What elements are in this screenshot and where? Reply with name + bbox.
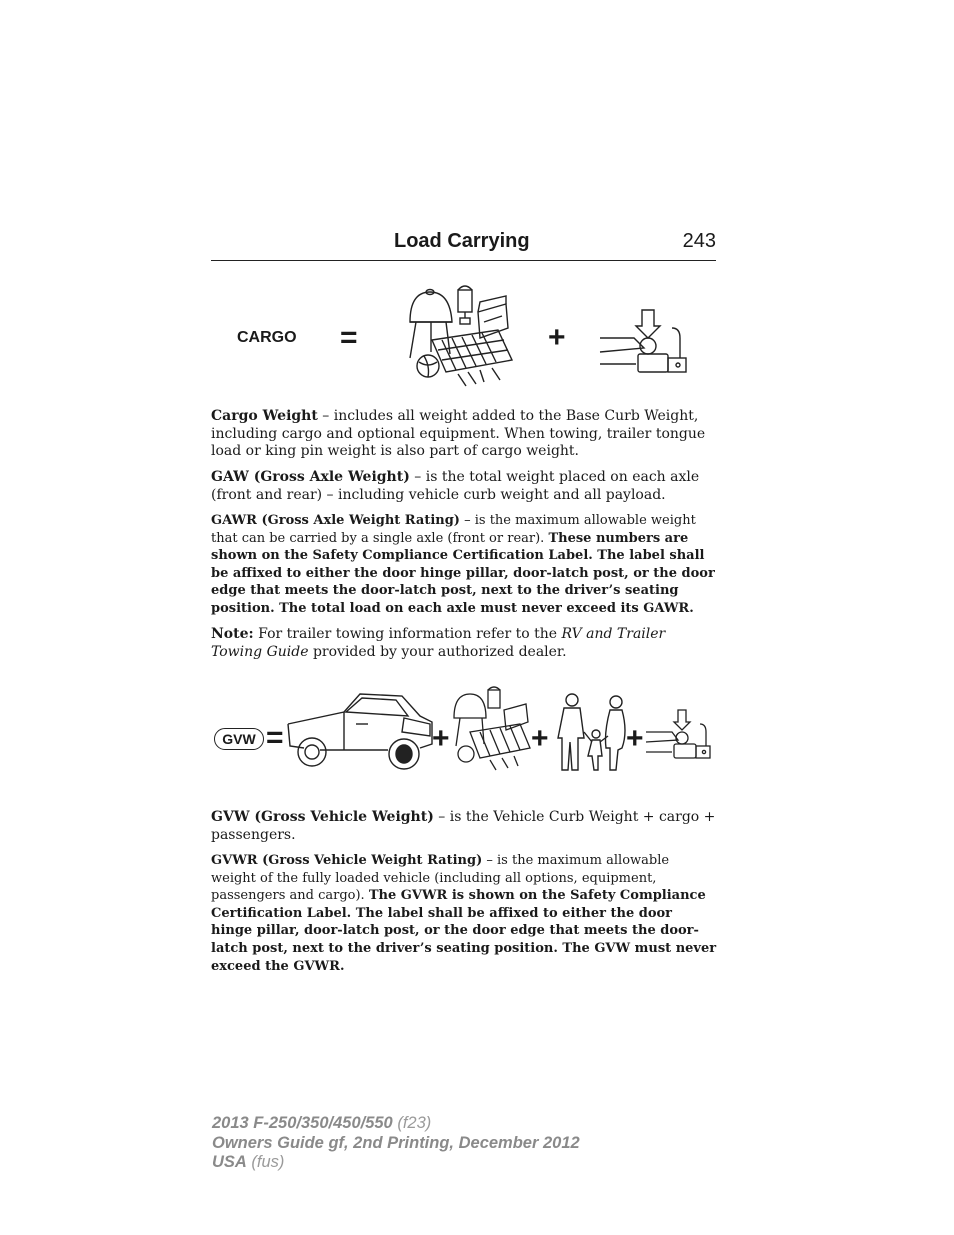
gvw-plus-sign-3: +: [626, 722, 644, 755]
gvw-badge: GVW: [214, 728, 264, 750]
equals-sign: =: [340, 321, 358, 354]
cargo-weight-term: Cargo Weight: [211, 408, 318, 424]
cargo-weight-text: – includes all weight added to the Base Curb Weight, including cargo and optional equipment. When towing, trailer tongue load or king pin weight is also part of cargo weight.: [211, 408, 706, 460]
cargo-items-illustration: [402, 282, 520, 390]
document-footer: [212, 1114, 580, 1173]
footer-edition: Owners Guide gf, 2nd Printing, December 2012: [212, 1133, 580, 1152]
cargo-label: CARGO: [237, 329, 297, 346]
guide-title: RV and Trailer Towing Guide: [211, 626, 666, 660]
gvw-cargo-items-illustration: [450, 686, 532, 772]
gvw-hitch-illustration: [644, 708, 714, 762]
gaw-text: – is the total weight placed on each axle (front and rear) – including vehicle curb weight and all payload.: [211, 469, 700, 503]
page-number: 243: [682, 230, 716, 252]
gvw-equals-sign: =: [266, 721, 284, 754]
passengers-illustration: [552, 692, 632, 772]
footer-line-1: [212, 1114, 580, 1134]
footer-model-code: (f23): [392, 1114, 432, 1132]
plus-sign: +: [548, 321, 566, 354]
footer-line-2: [212, 1134, 580, 1154]
hitch-illustration: [598, 308, 690, 378]
note-text-end: provided by your authorized dealer.: [308, 643, 567, 660]
gawr-bold-text: These numbers are shown on the Safety Compliance Certification Label. The label shall be affixed to either the door hinge pillar, door-latch post, or the door edge that meets the door-latch post, next to the driver’s seating position. The total load on each axle must never exceed its GAWR.: [211, 530, 715, 616]
page-header: [211, 228, 716, 261]
footer-line-3: [212, 1153, 580, 1173]
gawr-paragraph: [211, 512, 717, 618]
note-text: For trailer towing information refer to the: [253, 626, 562, 642]
footer-model: 2013 F-250/350/450/550: [212, 1114, 393, 1132]
gawr-term: GAWR (Gross Axle Weight Rating): [211, 513, 460, 528]
gvwr-text: – is the maximum allowable weight of the fully loaded vehicle (including all options, equipment, passengers and cargo).: [211, 853, 670, 904]
footer-market: USA: [212, 1153, 247, 1171]
footer-market-code: (fus): [246, 1153, 285, 1171]
section-title: Load Carrying: [394, 230, 530, 252]
gaw-term: GAW (Gross Axle Weight): [211, 469, 410, 485]
gvwr-bold-text: The GVWR is shown on the Safety Compliance Certification Label. The label shall be affixed to either the door hinge pillar, door-latch post, or the door edge that meets the door-latch post, next to the driver’s seating position. The GVW must never exceed the GVWR.: [211, 888, 717, 974]
gvwr-paragraph: [211, 852, 717, 975]
pickup-truck-illustration: [284, 690, 436, 772]
gvw-plus-sign-2: +: [531, 722, 549, 755]
gvw-term: GVW (Gross Vehicle Weight): [211, 809, 434, 825]
gvw-plus-sign-1: +: [432, 722, 450, 755]
cargo-weight-paragraph: [211, 408, 717, 461]
note-paragraph: [211, 626, 717, 661]
note-term: Note:: [211, 626, 254, 642]
gvwr-term: GVWR (Gross Vehicle Weight Rating): [211, 853, 483, 868]
gvw-text: – is the Vehicle Curb Weight + cargo + passengers.: [211, 809, 716, 843]
gaw-paragraph: [211, 469, 717, 504]
gawr-text: – is the maximum allowable weight that can be carried by a single axle (front or rear).: [211, 513, 696, 546]
gvw-paragraph: [211, 809, 717, 844]
